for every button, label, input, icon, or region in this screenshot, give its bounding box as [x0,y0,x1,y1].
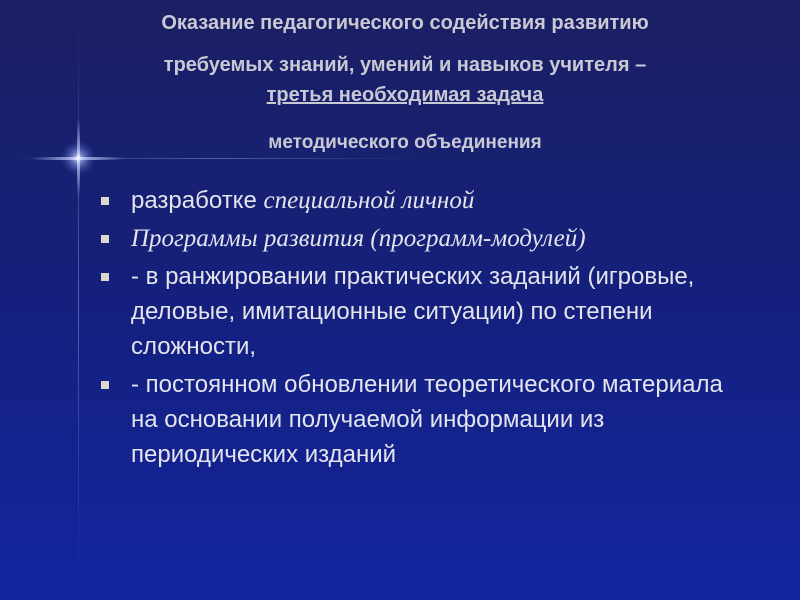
bullet-square-icon [101,197,109,205]
title-line-3: третья необходимая задача [266,84,544,106]
bullet-item [0,221,731,256]
bullet-square-icon [101,235,109,243]
bullet-item [0,259,731,364]
bullet-text: - постоянном обновлении теоретического материала на основании получаемой информации из периодических изданий [131,371,723,468]
bullet-item [0,183,731,218]
bullet-text: разработке [131,187,264,214]
bullet-item [0,367,731,472]
title-line-2: требуемых знаний, умений и навыков учителя – [163,54,647,76]
bullet-list [0,183,800,475]
title-line-1: Оказание педагогического содействия развитию [161,12,649,34]
bullet-square-icon [101,381,109,389]
bullet-square-icon [101,273,109,281]
bullet-text-italic: Программы развития (программ-модулей) [131,225,586,252]
bullet-text: - в ранжировании практических заданий (игровые, деловые, имитационные ситуации) по степени сложности, [131,263,695,360]
bullet-text-italic: специальной личной [263,187,475,214]
title-line-4: методического объединения [268,132,542,153]
